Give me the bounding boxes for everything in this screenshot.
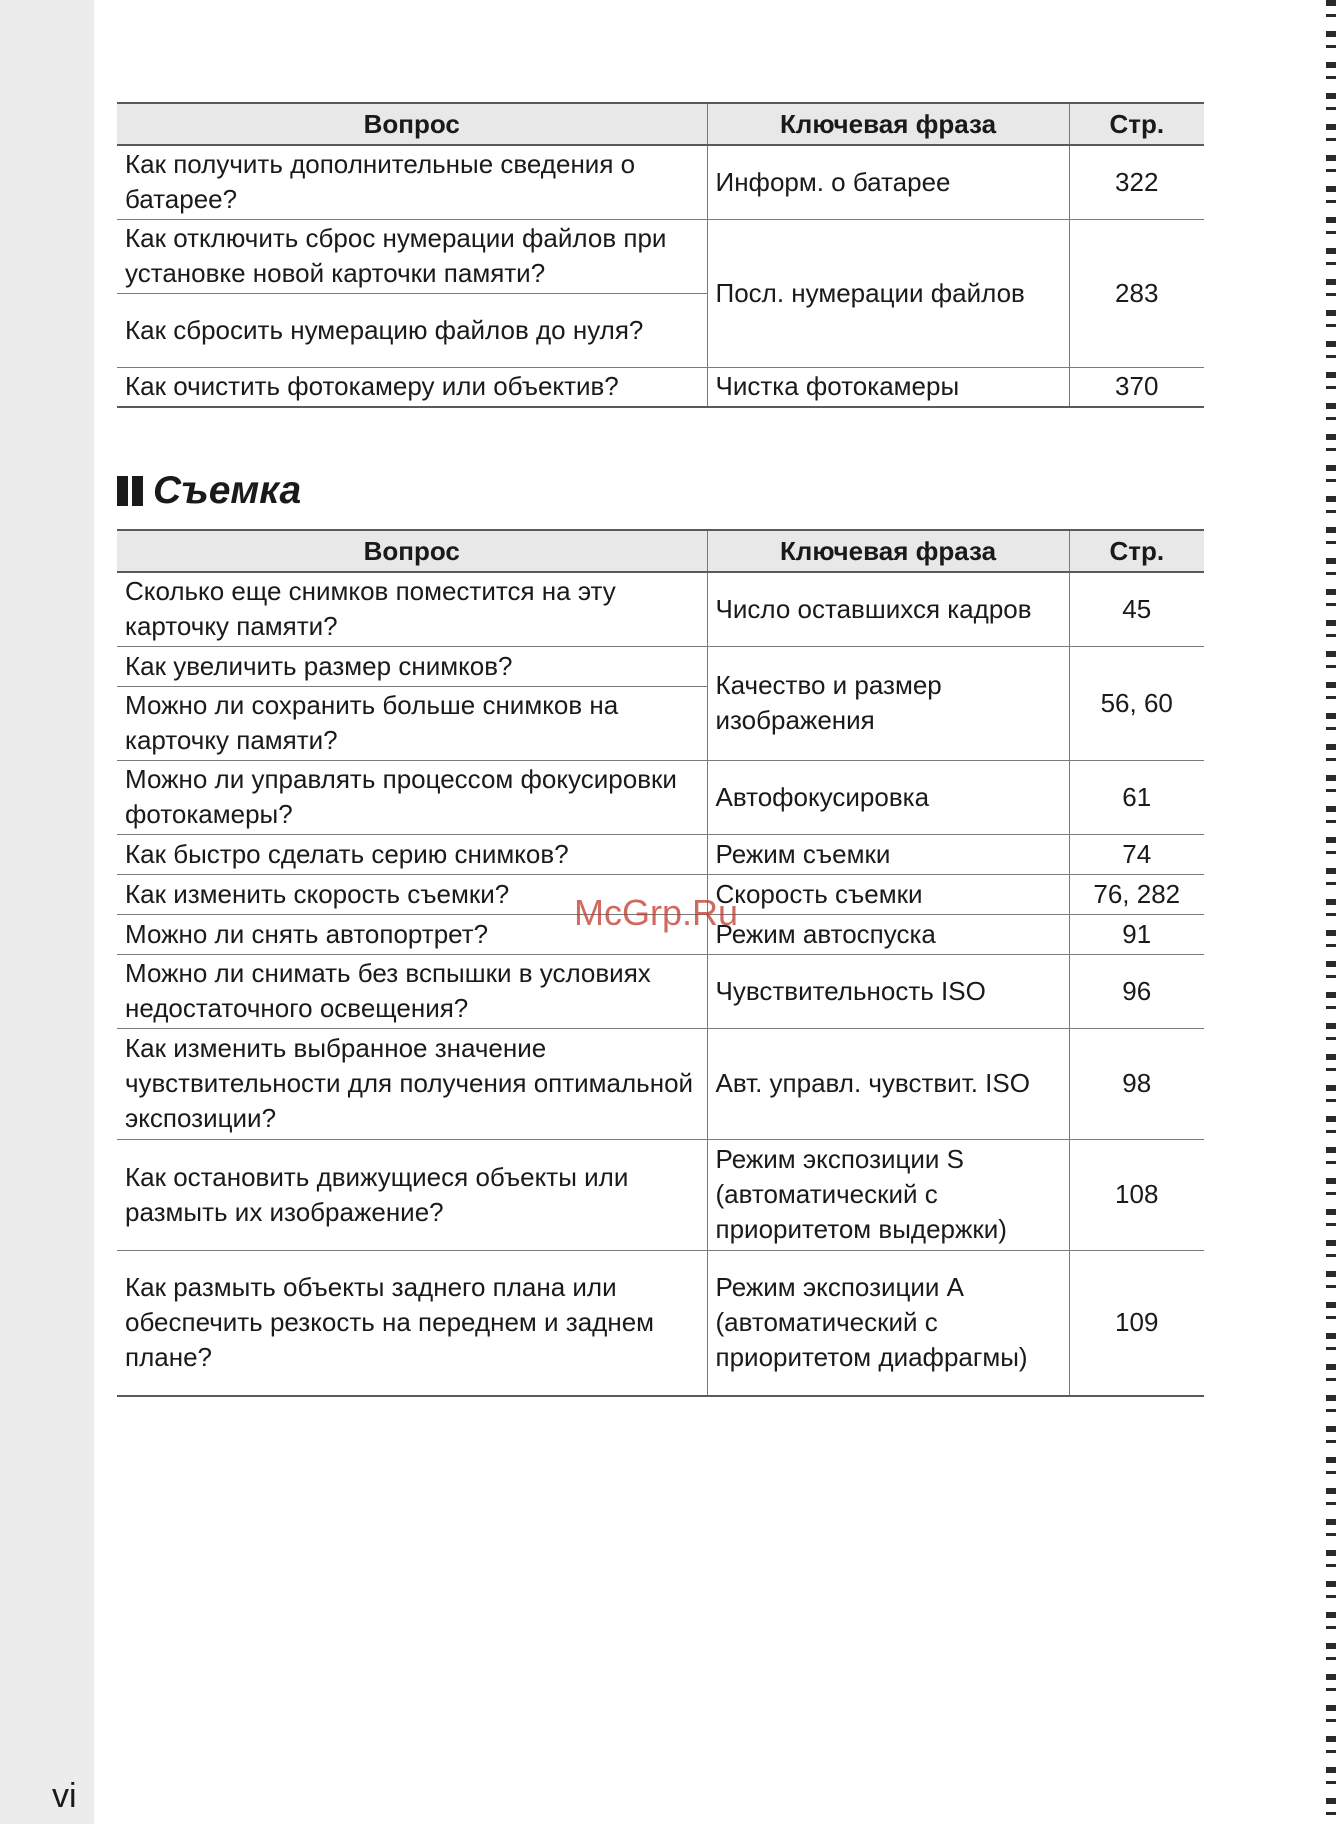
- question-cell: Как увеличить размер снимков?: [117, 647, 707, 687]
- table-row: [117, 145, 1204, 220]
- table-row: [117, 835, 1204, 875]
- keyword-cell: Чистка фотокамеры: [707, 368, 1069, 408]
- keyword-cell: Режим экспозиции A (автоматический с приоритетом диафрагмы): [707, 1251, 1069, 1396]
- table-header-row: [117, 103, 1204, 145]
- question-cell: Как отключить сброс нумерации файлов при установке новой карточки памяти?: [117, 220, 707, 294]
- page-cell: 74: [1069, 835, 1204, 875]
- question-cell: Как остановить движущиеся объекты или размыть их изображение?: [117, 1140, 707, 1251]
- keyword-cell: Автофокусировка: [707, 761, 1069, 835]
- page-cell: 91: [1069, 915, 1204, 955]
- table-header-row: [117, 530, 1204, 572]
- keyword-cell: Посл. нумерации файлов: [707, 220, 1069, 368]
- question-cell: Можно ли управлять процессом фокусировки фотокамеры?: [117, 761, 707, 835]
- section-title: [117, 466, 301, 516]
- question-cell: Можно ли снимать без вспышки в условиях недостаточного освещения?: [117, 955, 707, 1029]
- scan-edge: [1326, 0, 1336, 1824]
- page-cell: 56, 60: [1069, 647, 1204, 761]
- keyword-cell: Качество и размер изображения: [707, 647, 1069, 761]
- page-margin-strip: [0, 0, 94, 1824]
- section-marker-icon: [117, 476, 143, 506]
- keyword-cell: Скорость съемки: [707, 875, 1069, 915]
- page-cell: 98: [1069, 1029, 1204, 1140]
- page-cell: 96: [1069, 955, 1204, 1029]
- faq-table-shooting: [117, 529, 1204, 1397]
- page-cell: 283: [1069, 220, 1204, 368]
- question-cell: Можно ли сохранить больше снимков на карточку памяти?: [117, 687, 707, 761]
- page-cell: 45: [1069, 572, 1204, 647]
- page-cell: 322: [1069, 145, 1204, 220]
- question-cell: Сколько еще снимков поместится на эту карточку памяти?: [117, 572, 707, 647]
- question-cell: Как очистить фотокамеру или объектив?: [117, 368, 707, 408]
- question-cell: Как размыть объекты заднего плана или обеспечить резкость на переднем и заднем плане?: [117, 1251, 707, 1396]
- table-row: [117, 368, 1204, 408]
- keyword-cell: Режим экспозиции S (автоматический с приоритетом выдержки): [707, 1140, 1069, 1251]
- page-cell: 109: [1069, 1251, 1204, 1396]
- question-cell: Можно ли снять автопортрет?: [117, 915, 707, 955]
- page-number: vi: [52, 1777, 77, 1815]
- page-cell: 108: [1069, 1140, 1204, 1251]
- page-cell: 370: [1069, 368, 1204, 408]
- header-question: Вопрос: [117, 530, 707, 572]
- header-keyword: Ключевая фраза: [707, 103, 1069, 145]
- header-question: Вопрос: [117, 103, 707, 145]
- question-cell: Как быстро сделать серию снимков?: [117, 835, 707, 875]
- keyword-cell: Информ. о батарее: [707, 145, 1069, 220]
- section-title-text: Съемка: [153, 469, 302, 512]
- question-cell: Как изменить выбранное значение чувствительности для получения оптимальной экспозиции?: [117, 1029, 707, 1140]
- header-keyword: Ключевая фраза: [707, 530, 1069, 572]
- page-cell: 76, 282: [1069, 875, 1204, 915]
- table-row: [117, 1029, 1204, 1140]
- question-cell: Как сбросить нумерацию файлов до нуля?: [117, 294, 707, 368]
- keyword-cell: Авт. управл. чувствит. ISO: [707, 1029, 1069, 1140]
- table-row: [117, 1140, 1204, 1251]
- table-row: [117, 647, 1204, 687]
- keyword-cell: Режим съемки: [707, 835, 1069, 875]
- question-cell: Как получить дополнительные сведения о батарее?: [117, 145, 707, 220]
- keyword-cell: Число оставшихся кадров: [707, 572, 1069, 647]
- table-row: [117, 761, 1204, 835]
- table-row: [117, 572, 1204, 647]
- question-cell: Как изменить скорость съемки?: [117, 875, 707, 915]
- table-row: [117, 1251, 1204, 1396]
- watermark: McGrp.Ru: [574, 892, 739, 933]
- faq-table-general: [117, 102, 1204, 408]
- keyword-cell: Режим автоспуска: [707, 915, 1069, 955]
- header-page: Стр.: [1069, 530, 1204, 572]
- keyword-cell: Чувствительность ISO: [707, 955, 1069, 1029]
- header-page: Стр.: [1069, 103, 1204, 145]
- table-row: [117, 955, 1204, 1029]
- table-row: [117, 220, 1204, 294]
- page-cell: 61: [1069, 761, 1204, 835]
